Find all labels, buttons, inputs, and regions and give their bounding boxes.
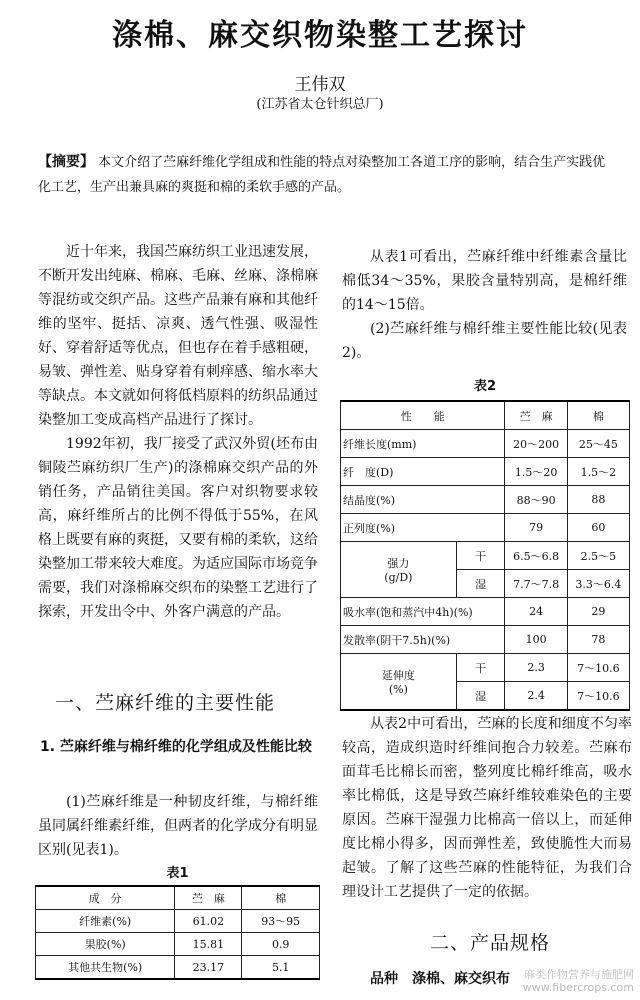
table-cell: 7～10.6 bbox=[567, 682, 629, 711]
table-cell: 93～95 bbox=[242, 910, 320, 933]
left-column-intro bbox=[38, 240, 318, 624]
table-cell: 29 bbox=[567, 598, 629, 626]
affiliation: (江苏省太仓针织总厂) bbox=[256, 97, 384, 112]
table-row bbox=[341, 486, 630, 514]
right-column-bottom bbox=[342, 712, 632, 904]
table-cell: 2.4 bbox=[505, 682, 567, 711]
table-cell: 果胶(%) bbox=[36, 933, 175, 956]
table-row bbox=[341, 430, 630, 458]
paragraph: 近十年来，我国苎麻纺织工业迅速发展，不断开发出纯麻、棉麻、毛麻、丝麻、涤棉麻等混纺或交织产品。这些产品兼有麻和其他纤维的坚牢、挺括、凉爽、透气性强、吸湿性好、穿着舒适等优点，但也存在着手感粗硬，易皱、弹性差、贴身穿着有刺痒感、缩水率大等缺点。本文就如何将低档原料的纺织品通过染整加工变成高档产品进行了探讨。 bbox=[38, 244, 318, 428]
abstract-label: 【摘要】 bbox=[38, 154, 94, 170]
table-header-row bbox=[341, 401, 630, 430]
paragraph: 从表1可看出，苎麻纤维中纤维素含量比棉低34～35%，果胶含量特别高，是棉纤维的14～15倍。 bbox=[342, 249, 627, 313]
table-cell: 60 bbox=[567, 514, 629, 542]
table-cell: 61.02 bbox=[175, 910, 242, 933]
paragraph: 1992年初，我厂接受了武汉外贸(坯布由铜陵苎麻纺织厂生产)的涤棉麻交织产品的外销任务，产品销往美国。客户对织物要求较高，麻纤维所占的比例不得低于55%，在风格上既要有麻的爽挺，又要有棉的柔软，这给染整加工带来较大难度。为适应国际市场竞争需要，我们对涤棉麻交织布的染整工艺进行了探索，开发出令中、外客户满意的产品。 bbox=[38, 436, 318, 620]
abstract bbox=[38, 150, 618, 200]
table-cell: 吸水率(饱和蒸汽中4h)(%) bbox=[341, 598, 505, 626]
table2 bbox=[340, 400, 630, 711]
table2-caption: 表2 bbox=[473, 379, 497, 394]
table-cell: 25～45 bbox=[567, 430, 629, 458]
table-row bbox=[341, 542, 630, 570]
abstract-text: 本文介绍了苎麻纤维化学组成和性能的特点对染整加工各道工序的影响，结合生产实践优化工艺，生产出兼具麻的爽挺和棉的柔软手感的产品。 bbox=[38, 155, 606, 195]
table-cell: 纤维长度(mm) bbox=[341, 430, 505, 458]
table-cell: 正列度(%) bbox=[341, 514, 505, 542]
section-heading: 一、苎麻纤维的主要性能 bbox=[55, 692, 276, 714]
table-row bbox=[341, 626, 630, 654]
table-cell: 24 bbox=[505, 598, 567, 626]
table-cell: 78 bbox=[567, 626, 629, 654]
table-cell: 湿 bbox=[456, 682, 505, 711]
table-cell: 100 bbox=[505, 626, 567, 654]
table-cell: 2.3 bbox=[505, 654, 567, 682]
table-cell: 干 bbox=[456, 542, 505, 570]
paragraph: (2)苎麻纤维与棉纤维主要性能比较(见表2)。 bbox=[342, 321, 627, 361]
table-cell: 湿 bbox=[456, 570, 505, 598]
watermark-line: www.fibercrops.com bbox=[522, 981, 634, 994]
table-header-cell: 苎 麻 bbox=[175, 886, 242, 910]
table-header-cell: 成 分 bbox=[36, 886, 175, 910]
table-cell: 7.7～7.8 bbox=[505, 570, 567, 598]
table-cell: 结晶度(%) bbox=[341, 486, 505, 514]
table-cell: 88～90 bbox=[505, 486, 567, 514]
author: 王伟双 bbox=[294, 75, 346, 95]
table1 bbox=[35, 885, 320, 980]
table-cell: 1.5～2 bbox=[567, 458, 629, 486]
table-row bbox=[341, 514, 630, 542]
table-cell: 15.81 bbox=[175, 933, 242, 956]
table-cell: 79 bbox=[505, 514, 567, 542]
table-cell: 2.5～5 bbox=[567, 542, 629, 570]
product-spec-line: 品种 涤棉、麻交织布 bbox=[370, 971, 510, 987]
watermark bbox=[523, 968, 634, 994]
table-cell: 干 bbox=[456, 654, 505, 682]
table-cell: 纤维素(%) bbox=[36, 910, 175, 933]
table-cell: 5.1 bbox=[242, 956, 320, 980]
paragraph: (1)苎麻纤维是一种韧皮纤维，与棉纤维虽同属纤维素纤维，但两者的化学成分有明显区别(见表1)。 bbox=[38, 794, 318, 858]
table-header-cell: 棉 bbox=[567, 401, 629, 430]
table-row bbox=[341, 458, 630, 486]
table-cell: 20～200 bbox=[505, 430, 567, 458]
table1-caption: 表1 bbox=[166, 866, 189, 881]
table-cell: 6.5～6.8 bbox=[505, 542, 567, 570]
right-column-top bbox=[342, 245, 627, 365]
table-header-cell: 性 能 bbox=[341, 401, 505, 430]
table-row bbox=[341, 598, 630, 626]
table-cell: 7～10.6 bbox=[567, 654, 629, 682]
left-column-sub1 bbox=[38, 790, 318, 862]
table-row bbox=[341, 654, 630, 682]
table-cell: 88 bbox=[567, 486, 629, 514]
table-row bbox=[36, 910, 320, 933]
table-cell: 纤 度(D) bbox=[341, 458, 505, 486]
table-header-cell: 苎 麻 bbox=[505, 401, 567, 430]
table-cell: 1.5～20 bbox=[505, 458, 567, 486]
section-heading: 二、产品规格 bbox=[430, 932, 551, 954]
table-header-cell: 棉 bbox=[242, 886, 320, 910]
table-cell: 0.9 bbox=[242, 933, 320, 956]
paper-title: 涤棉、麻交织物染整工艺探讨 bbox=[112, 18, 528, 53]
subsection-heading: 1. 苎麻纤维与棉纤维的化学组成及性能比较 bbox=[40, 739, 312, 755]
table-cell: 其他共生物(%) bbox=[36, 956, 175, 980]
table-row bbox=[36, 956, 320, 980]
table-cell: 发散率(阴干7.5h)(%) bbox=[341, 626, 505, 654]
table-cell: 3.3～6.4 bbox=[567, 570, 629, 598]
table-cell: 23.17 bbox=[175, 956, 242, 980]
table-header-row bbox=[36, 886, 320, 910]
watermark-line: 麻类作物营养与施肥网 bbox=[524, 968, 634, 981]
table-cell: 延伸度 (%) bbox=[341, 654, 457, 711]
paragraph: 从表2中可看出，苎麻的长度和细度不匀率较高，造成织造时纤维间抱合力较差。苎麻布面茸毛比棉长而密，整列度比棉纤维高，吸水率比棉低，这是导致苎麻纤维较难染色的主要原因。苎麻干湿强力比棉高一倍以上，而延伸度比棉小得多，因而弹性差，致使脆性大而易起皱。了解了这些苎麻的性能特征，为我们合理设计工艺提供了一定的依据。 bbox=[342, 716, 632, 900]
table-cell: 强力 (g/D) bbox=[341, 542, 457, 598]
table-row bbox=[36, 933, 320, 956]
